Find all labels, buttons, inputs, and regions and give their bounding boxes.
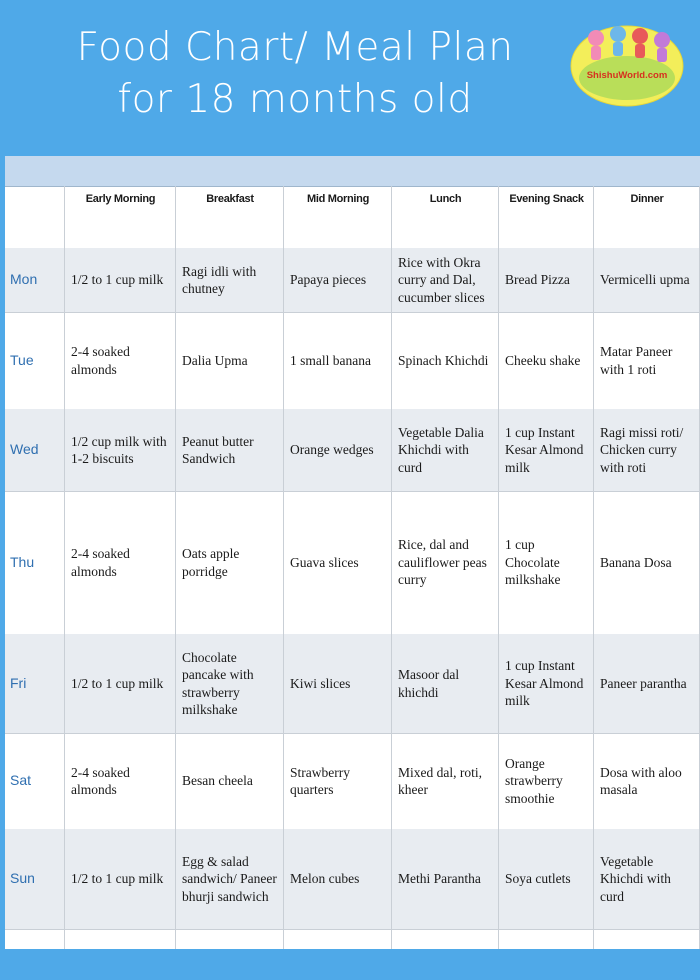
column-header-mid-morning: Mid Morning: [284, 186, 392, 248]
meal-cell-mid-morning: Guava slices: [284, 491, 392, 634]
empty-cell: [499, 929, 594, 949]
meal-cell-evening-snack: 1 cup Instant Kesar Almond milk: [499, 409, 594, 491]
meal-cell-dinner: Vermicelli upma: [594, 248, 700, 312]
meal-cell-evening-snack: Soya cutlets: [499, 829, 594, 929]
meal-cell-evening-snack: Orange strawberry smoothie: [499, 733, 594, 829]
table-row-wed: [5, 409, 700, 492]
empty-row: [5, 929, 700, 950]
empty-cell: [176, 929, 284, 949]
table-row-mon: [5, 248, 700, 313]
meal-cell-early-morning: 2-4 soaked almonds: [65, 733, 176, 829]
meal-cell-evening-snack: Bread Pizza: [499, 248, 594, 312]
title-line-1: Food Chart/ Meal Plan: [76, 25, 514, 70]
meal-cell-mid-morning: Orange wedges: [284, 409, 392, 491]
table-row-fri: [5, 634, 700, 734]
table-bottom-bar: [5, 949, 700, 960]
meal-cell-lunch: Masoor dal khichdi: [392, 634, 499, 733]
meal-cell-evening-snack: 1 cup Chocolate milkshake: [499, 491, 594, 634]
column-header-dinner: Dinner: [594, 186, 700, 248]
column-header-early-morning: Early Morning: [65, 186, 176, 248]
meal-cell-mid-morning: Kiwi slices: [284, 634, 392, 733]
day-label: Mon: [5, 248, 65, 312]
meal-cell-mid-morning: Papaya pieces: [284, 248, 392, 312]
meal-cell-early-morning: 1/2 to 1 cup milk: [65, 829, 176, 929]
day-label: Thu: [5, 491, 65, 634]
meal-cell-mid-morning: Strawberry quarters: [284, 733, 392, 829]
table-row-sun: [5, 829, 700, 930]
shishuworld-logo: [568, 20, 686, 108]
meal-cell-breakfast: Dalia Upma: [176, 312, 284, 409]
meal-cell-breakfast: Chocolate pancake with strawberry milkshake: [176, 634, 284, 733]
meal-cell-lunch: Vegetable Dalia Khichdi with curd: [392, 409, 499, 491]
meal-cell-lunch: Mixed dal, roti, kheer: [392, 733, 499, 829]
day-label: Wed: [5, 409, 65, 491]
meal-cell-evening-snack: 1 cup Instant Kesar Almond milk: [499, 634, 594, 733]
meal-plan-table: [5, 156, 700, 960]
meal-cell-breakfast: Peanut butter Sandwich: [176, 409, 284, 491]
meal-cell-breakfast: Besan cheela: [176, 733, 284, 829]
meal-cell-dinner: Dosa with aloo masala: [594, 733, 700, 829]
empty-cell: [594, 929, 700, 949]
column-header-breakfast: Breakfast: [176, 186, 284, 248]
meal-cell-dinner: Matar Paneer with 1 roti: [594, 312, 700, 409]
day-label: Sat: [5, 733, 65, 829]
table-row-thu: [5, 491, 700, 635]
table-top-bar: [5, 156, 700, 187]
meal-cell-lunch: Methi Parantha: [392, 829, 499, 929]
title-line-2: for 18 months old: [117, 77, 473, 122]
table-row-tue: [5, 312, 700, 410]
meal-cell-dinner: Banana Dosa: [594, 491, 700, 634]
meal-cell-early-morning: 1/2 to 1 cup milk: [65, 634, 176, 733]
column-header-evening-snack: Evening Snack: [499, 186, 594, 248]
meal-cell-dinner: Ragi missi roti/ Chicken curry with roti: [594, 409, 700, 491]
table-row-sat: [5, 733, 700, 830]
day-label: Fri: [5, 634, 65, 733]
meal-cell-dinner: Vegetable Khichdi with curd: [594, 829, 700, 929]
meal-cell-breakfast: Egg & salad sandwich/ Paneer bhurji sandwich: [176, 829, 284, 929]
meal-cell-evening-snack: Cheeku shake: [499, 312, 594, 409]
page-title: [0, 22, 590, 126]
meal-cell-mid-morning: 1 small banana: [284, 312, 392, 409]
empty-cell: [284, 929, 392, 949]
meal-cell-breakfast: Ragi idli with chutney: [176, 248, 284, 312]
column-header-lunch: Lunch: [392, 186, 499, 248]
meal-cell-early-morning: 2-4 soaked almonds: [65, 491, 176, 634]
meal-cell-mid-morning: Melon cubes: [284, 829, 392, 929]
meal-cell-early-morning: 2-4 soaked almonds: [65, 312, 176, 409]
page-header: [0, 0, 700, 150]
empty-cell: [5, 929, 65, 949]
meal-cell-lunch: Rice, dal and cauliflower peas curry: [392, 491, 499, 634]
header-row: [5, 186, 700, 249]
meal-cell-lunch: Spinach Khichdi: [392, 312, 499, 409]
day-label: Sun: [5, 829, 65, 929]
empty-cell: [65, 929, 176, 949]
empty-cell: [392, 929, 499, 949]
meal-cell-dinner: Paneer parantha: [594, 634, 700, 733]
meal-cell-lunch: Rice with Okra curry and Dal, cucumber slices: [392, 248, 499, 312]
svg-text:ShishuWorld.com: ShishuWorld.com: [586, 70, 668, 81]
meal-cell-breakfast: Oats apple porridge: [176, 491, 284, 634]
meal-cell-early-morning: 1/2 to 1 cup milk: [65, 248, 176, 312]
day-label: Tue: [5, 312, 65, 409]
column-header-day: [5, 186, 65, 248]
meal-cell-early-morning: 1/2 cup milk with 1-2 biscuits: [65, 409, 176, 491]
